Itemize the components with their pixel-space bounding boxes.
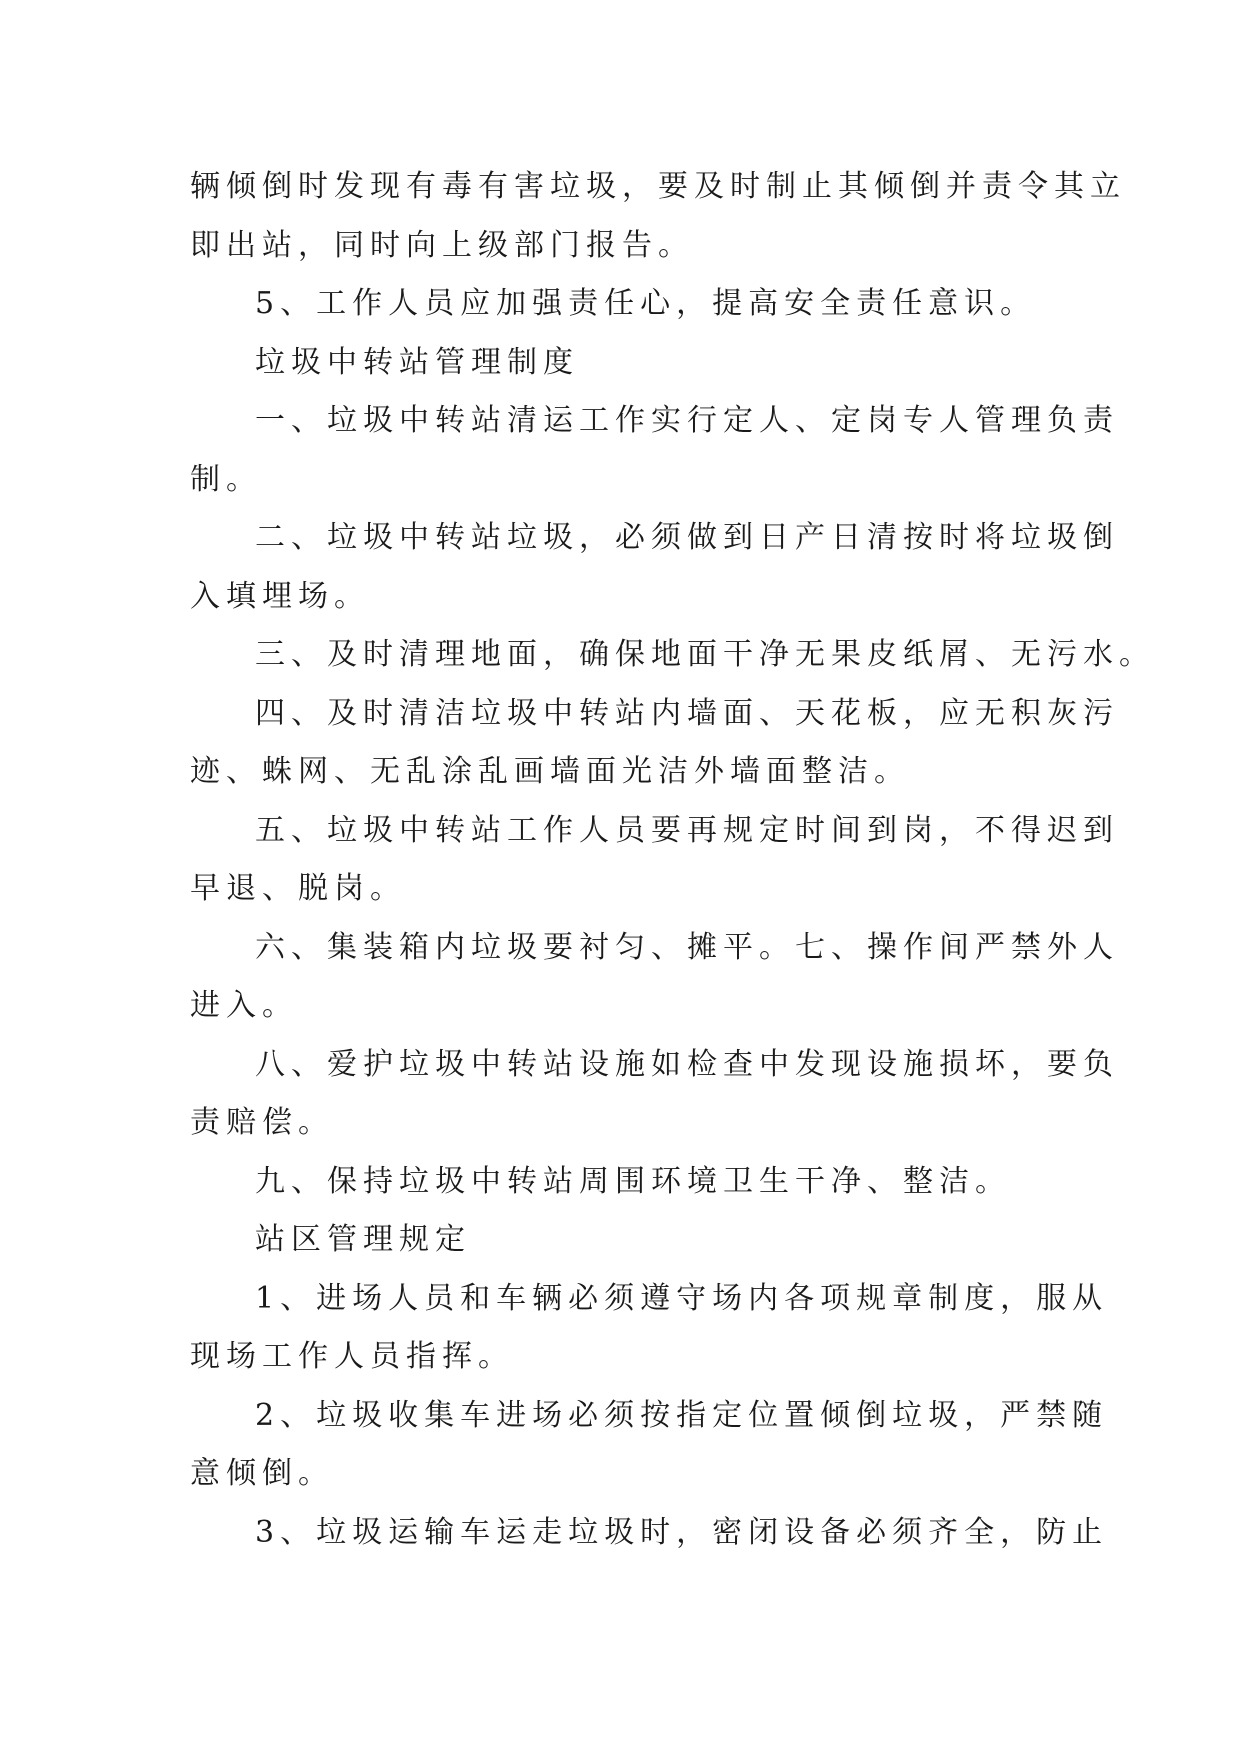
text-line: 进入。 bbox=[190, 988, 298, 1023]
text-line: 即出站，同时向上级部门报告。 bbox=[190, 227, 694, 263]
text-line: 现场工作人员指挥。 bbox=[190, 1339, 514, 1374]
text-line: 入填埋场。 bbox=[190, 578, 370, 614]
document-page bbox=[190, 158, 1155, 1562]
section-heading: 垃圾中转站管理制度 bbox=[255, 344, 579, 380]
text-line: 早退、脱岗。 bbox=[190, 871, 406, 906]
text-line: 一、垃圾中转站清运工作实行定人、定岗专人管理负责 bbox=[255, 403, 1119, 438]
text-line: 制。 bbox=[190, 461, 262, 497]
text-line: 八、爱护垃圾中转站设施如检查中发现设施损坏，要负 bbox=[255, 1046, 1119, 1082]
text-line: 3、垃圾运输车运走垃圾时，密闭设备必须齐全，防止 bbox=[255, 1514, 1109, 1550]
text-line: 5、工作人员应加强责任心，提高安全责任意识。 bbox=[255, 286, 1037, 321]
section-heading: 站区管理规定 bbox=[255, 1222, 471, 1257]
text-line: 九、保持垃圾中转站周围环境卫生干净、整洁。 bbox=[255, 1163, 1011, 1199]
text-line: 迹、蛛网、无乱涂乱画墙面光洁外墙面整洁。 bbox=[190, 754, 910, 789]
text-line: 三、及时清理地面，确保地面干净无果皮纸屑、无污水。 bbox=[255, 637, 1155, 672]
text-line: 2、垃圾收集车进场必须按指定位置倾倒垃圾，严禁随 bbox=[255, 1397, 1109, 1433]
text-line: 六、集装箱内垃圾要衬匀、摊平。七、操作间严禁外人 bbox=[255, 929, 1119, 965]
text-line: 五、垃圾中转站工作人员要再规定时间到岗，不得迟到 bbox=[255, 812, 1119, 848]
text-line: 1、进场人员和车辆必须遵守场内各项规章制度，服从 bbox=[255, 1280, 1109, 1316]
text-line: 责赔偿。 bbox=[190, 1105, 334, 1140]
text-line: 四、及时清洁垃圾中转站内墙面、天花板，应无积灰污 bbox=[255, 695, 1119, 731]
text-line: 意倾倒。 bbox=[190, 1456, 334, 1491]
text-line: 辆倾倒时发现有毒有害垃圾，要及时制止其倾倒并责令其立 bbox=[190, 169, 1126, 204]
text-line: 二、垃圾中转站垃圾，必须做到日产日清按时将垃圾倒 bbox=[255, 520, 1119, 555]
